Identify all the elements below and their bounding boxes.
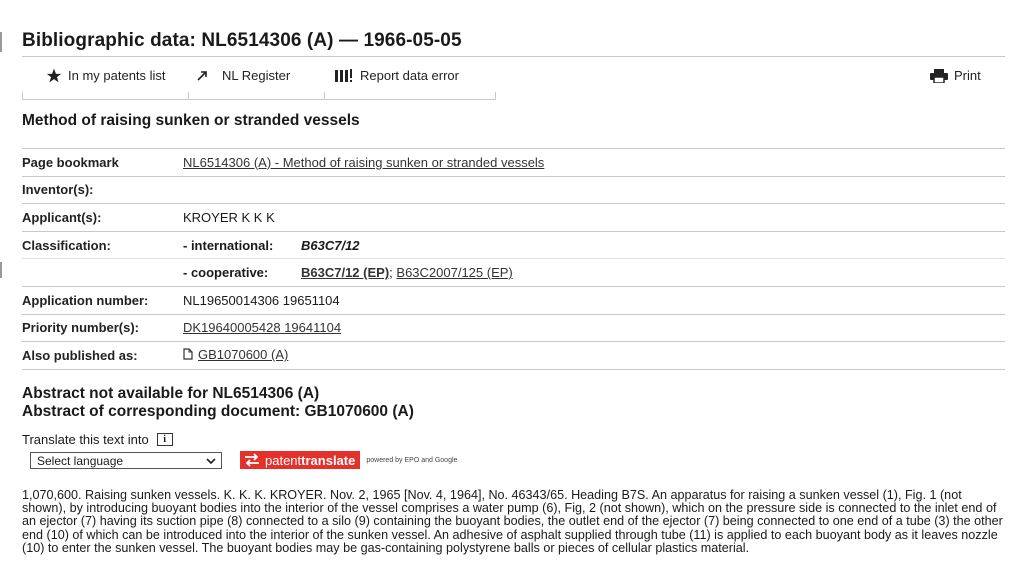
table-row: [22, 231, 1005, 259]
inventors-value: [183, 176, 1005, 204]
applicants-label: Applicant(s):: [22, 209, 102, 225]
toolbar-separator: [495, 92, 496, 100]
report-label: Report data error: [360, 68, 459, 83]
header-divider: [22, 56, 1005, 57]
patenttranslate-text-1: patent: [265, 452, 302, 468]
toolbar-divider: [22, 99, 495, 100]
print-button[interactable]: [930, 68, 981, 83]
abstract-not-available-heading: Abstract not available for NL6514306 (A): [22, 385, 320, 402]
page-bookmark-label: Page bookmark: [22, 154, 119, 170]
nl-register-label: NL Register: [222, 68, 291, 83]
table-row: [22, 149, 1005, 177]
page-bookmark-link[interactable]: NL6514306 (A) - Method of raising sunken or stranded vessels: [183, 154, 545, 170]
classification-label: Classification:: [22, 237, 111, 253]
also-published-label: Also published as:: [22, 347, 138, 363]
cooperative-label: - cooperative:: [183, 265, 269, 281]
printer-icon: [930, 69, 948, 83]
my-patents-button[interactable]: [46, 68, 166, 83]
table-row: [22, 314, 1005, 342]
patenttranslate-logo[interactable]: [240, 451, 457, 469]
table-row: [22, 286, 1005, 314]
international-code: B63C7/12: [301, 237, 360, 253]
priority-number-label: Priority number(s):: [22, 320, 140, 336]
cooperative-separator: ;: [389, 265, 393, 281]
table-row: [22, 176, 1005, 204]
patenttranslate-text-2: translate: [301, 452, 356, 468]
language-select[interactable]: [30, 452, 222, 469]
document-title: Method of raising sunken or stranded vessels: [22, 112, 360, 129]
external-link-icon: [196, 70, 208, 82]
cooperative-code-link-2[interactable]: B63C2007/125 (EP): [396, 265, 513, 281]
also-published-link[interactable]: GB1070600 (A): [198, 347, 289, 363]
nl-register-link[interactable]: [196, 68, 290, 83]
translate-label: Translate this text into: [22, 432, 149, 447]
international-label: - international:: [183, 237, 274, 253]
report-icon: [334, 68, 354, 83]
language-select-value: Select language: [37, 453, 124, 468]
left-edge-mark: [0, 262, 2, 278]
chevron-down-icon: [206, 454, 216, 468]
page-title: Bibliographic data: NL6514306 (A) — 1966-05-05: [22, 30, 462, 51]
cooperative-code-link-1[interactable]: B63C7/12 (EP): [301, 265, 390, 281]
translate-arrows-icon: [243, 453, 261, 467]
inventors-label: Inventor(s):: [22, 182, 94, 198]
table-row: [22, 259, 1005, 287]
star-icon: [46, 68, 62, 83]
application-number-value: NL19650014306 19651104: [183, 292, 340, 308]
powered-by-label: powered by EPO and Google: [366, 456, 458, 464]
table-row: [22, 342, 1005, 370]
bibliographic-table: [22, 148, 1005, 370]
abstract-corresponding-heading: Abstract of corresponding document: GB1070600 (A): [22, 403, 414, 420]
translate-row: [22, 432, 173, 447]
left-edge-mark: [0, 32, 2, 52]
application-number-label: Application number:: [22, 292, 149, 308]
table-row: [22, 204, 1005, 232]
print-label: Print: [954, 68, 981, 83]
report-data-error-button[interactable]: [334, 68, 459, 83]
applicants-value: KROYER K K K: [183, 209, 275, 225]
document-icon: [183, 348, 193, 363]
priority-number-link[interactable]: DK19640005428 19641104: [183, 320, 342, 336]
abstract-text: 1,070,600. Raising sunken vessels. K. K. K. KROYER. Nov. 2, 1965 [Nov. 4, 1964], No. 46343/65. Heading B7S. An apparatus for raising a sunken vessel (1), Fig. 1 (not shown), by introducing buoyant bodies into the interior of the vessel comprises a water pump (6), Fig, 2 (not shown), which on the pressure side is connected to the inlet end of an ejector (7) having its suction pipe (8) connected to a silo (9) containing the buoyant bodies, the outlet end of the ejector (7) being connected to one end of a tube (3) the other end (10) of which can be introduced into the interior of the sunken vessel. An adhesive of asphalt supplied through tube (11) is applied to each buoyant body as it leaves nozzle (10) to enter the sunken vessel. The buoyant bodies may be gas-containing polystyrene balls or pieces of cellular plastics material.: [22, 488, 1003, 555]
info-icon[interactable]: i: [157, 433, 173, 446]
my-patents-label: In my patents list: [68, 68, 166, 83]
